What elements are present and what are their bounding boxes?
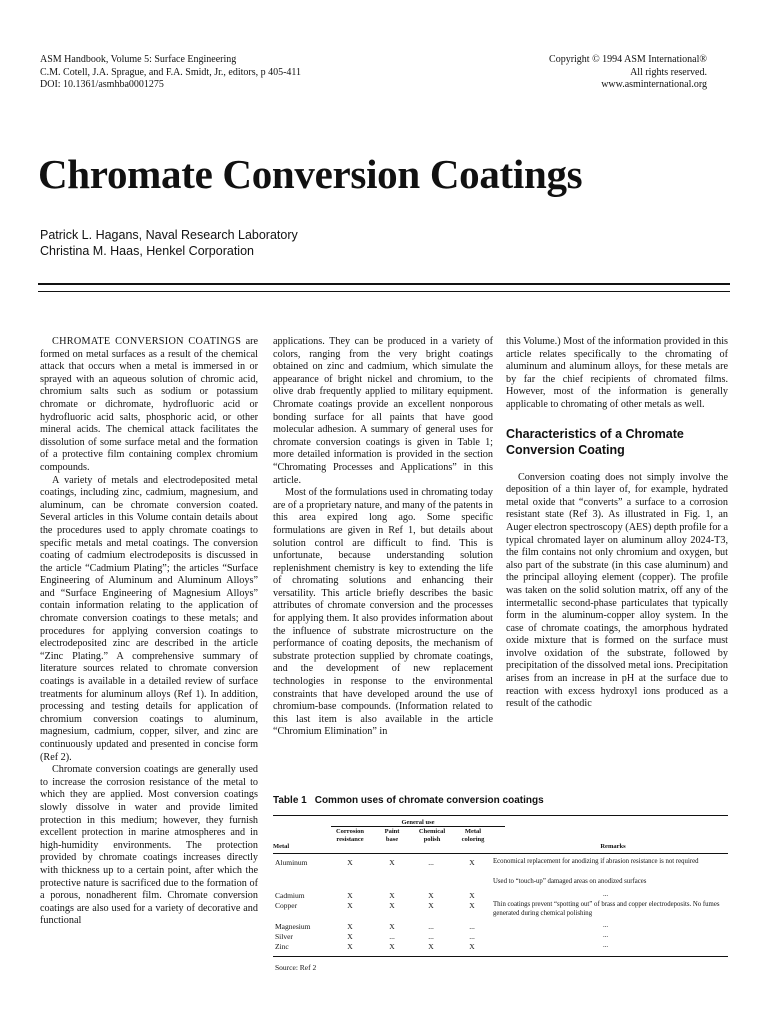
cell-paint: X	[389, 922, 395, 931]
paragraph: Conversion coating does not simply involve the deposition of a thin layer of, for example, hydrated metal oxide that “converts” a surface to a corrosion resistant state (Ref 3). As illustrated in Fig. 1, an Auger electron spectroscopy (AES) depth profile for a typical chromated layer on aluminum alloy 2024-T3, the film contains not only chromium and oxygen, but also part of the substrate (in this case aluminum) and the principal alloying element (copper). The profile was taken on the solid solution matrix, off any of the intermetallic second-phase particulates that typically form in the aluminum-copper alloy system. In the case of chromate coatings, the amorphous hydrated oxide mixture that is formed on the surface must involve oxidation of the substrate, followed by precipitation of the dissolved metal ions. Precipitation arises from an increase in pH at the surface due to reaction with excess hydroxyl ions produced as a result of the cathodic	[506, 471, 728, 710]
cell-corrosion: X	[347, 942, 353, 951]
table-caption	[273, 795, 544, 806]
header-text: Paint	[384, 828, 400, 835]
table-rule	[273, 815, 728, 816]
column-1	[40, 336, 258, 928]
cell-metal: Cadmium	[275, 891, 305, 900]
cell-remark: ...	[603, 932, 609, 939]
header-text: Corrosion	[335, 828, 365, 835]
cell-chemical: ...	[428, 922, 434, 931]
table-title: Common uses of chromate conversion coatings	[314, 795, 544, 806]
author-line: Christina M. Haas, Henkel Corporation	[40, 244, 254, 258]
table-rule	[273, 956, 728, 957]
cell-remark: Economical replacement for anodizing if abrasion resistance is not required	[493, 858, 699, 865]
table-rule	[331, 826, 505, 827]
cell-remark: Used to “touch-up” damaged areas on anodized surfaces	[493, 878, 647, 885]
cell-remark: Thin coatings prevent “spotting out” of brass and copper electrodeposits. No fumes generated during chemical polishing	[493, 901, 720, 917]
header-text: coloring	[461, 836, 485, 843]
header-citation	[40, 54, 301, 92]
cell-corrosion: X	[347, 858, 353, 867]
cell-coloring: X	[469, 858, 475, 867]
cell-corrosion: X	[347, 932, 353, 941]
cell-paint: X	[389, 901, 395, 910]
header-line: All rights reserved.	[630, 66, 707, 78]
paragraph: A variety of metals and electrodeposited metal coatings, including zinc, cadmium, magnesium, and aluminum, can be chromate conversion coated. Several articles in this Volume contain details about the procedures used to apply chromate coatings to specific metals and metal coatings. The conversion coating of cadmium electrodeposits is discussed in the article “Cadmium Plating”; the articles “Surface Engineering of Aluminum and Aluminum Alloys” and “Surface Engineering of Magnesium Alloys” contain information relating to the application of chromate conversion coatings to these metals; and procedures for applying conversion coatings to electrodeposited zinc are described in the article “Zinc Plating.” A comprehensive summary of literature sources related to chromate conversion coatings is available in a detailed review of surface treatments for aluminum alloys (Ref 1). In addition, processing and testing details for application of chromium conversion coatings to aluminum, magnesium, cadmium, copper, silver, and zinc are continuously updated and presented in concise form (Ref 2).	[40, 474, 258, 763]
cell-paint: X	[389, 942, 395, 951]
group-header: General use	[401, 819, 435, 826]
divider	[38, 283, 730, 285]
cell-coloring: X	[469, 891, 475, 900]
cell-corrosion: X	[347, 901, 353, 910]
cell-coloring: ...	[469, 922, 475, 931]
header-text: polish	[423, 836, 441, 843]
table-source: Source: Ref 2	[275, 963, 317, 972]
table-number: Table 1	[273, 795, 307, 806]
cell-corrosion: X	[347, 922, 353, 931]
col-header-paint	[375, 828, 409, 844]
cell-remark: ...	[603, 891, 609, 898]
header-line: Copyright © 1994 ASM International®	[549, 54, 707, 65]
cell-chemical: ...	[428, 858, 434, 867]
header-line: C.M. Cotell, J.A. Sprague, and F.A. Smidt, Jr., editors, p 405-411	[40, 66, 302, 78]
cell-metal: Zinc	[275, 942, 289, 951]
cell-chemical: ...	[428, 932, 434, 941]
header-copyright	[549, 54, 707, 92]
header-text: Chemical	[418, 828, 446, 835]
header-text: resistance	[336, 836, 364, 843]
paragraph: applications. They can be produced in a variety of colors, ranging from the very bright coatings obtained on zinc and cadmium, which simulate the appearance of bright nickel and chromium, to the olive drab frequently applied to military equipment. Chromate coatings provide an excellent nonporous bonding surface for all paints that have good molecular adhesion. A summary of general uses for chromate conversion coatings is given in Table 1; more detailed information is provided in the section “Chromating Processes and Applications” in this article.	[273, 336, 493, 486]
paragraph: Most of the formulations used in chromating today are of a proprietary nature, and many of the patents in this area expired long ago. Some specific formulations are given in Ref 1, but details about solution control are difficult to find. This is unfortunate, because understanding solution replenishment chemistry is key to extending the life of chromating solutions and enhancing their versatility. This article briefly describes the basic attributes of chromate conversion and the processes for applying them. It also provides information about the influence of substrate microstructure on the performance of coating deposits, the mechanism of substrate protection supplied by chromate coatings, and the development of new replacement technologies in response to the environmental constraints that have developed around the use of chromium-base compounds. (Information related to this last item is also available in the article “Chromium Elimination” in	[273, 487, 493, 738]
cell-coloring: X	[469, 901, 475, 910]
header-text: base	[385, 836, 399, 843]
cell-corrosion: X	[347, 891, 353, 900]
cell-paint: X	[389, 858, 395, 867]
lead-in: CHROMATE CONVERSION COATINGS	[52, 336, 242, 347]
cell-chemical: X	[428, 901, 434, 910]
column-3	[506, 336, 728, 711]
author-line: Patrick L. Hagans, Naval Research Laboratory	[40, 228, 298, 242]
col-header-coloring	[455, 828, 491, 844]
paragraph: this Volume.) Most of the information provided in this article relates specifically to the chromating of aluminum and aluminum alloys, for these metals are by far the chief recipients of chromated films. However, most of the information is generally applicable to chromating of other metals as well.	[506, 336, 728, 410]
header-line: DOI: 10.1361/asmhba0001275	[40, 79, 164, 90]
header-url[interactable]: www.asminternational.org	[601, 79, 707, 90]
paragraph	[40, 336, 258, 475]
header-line: ASM Handbook, Volume 5: Surface Engineering	[40, 54, 237, 65]
divider	[38, 291, 730, 292]
col-header-metal: Metal	[273, 843, 290, 850]
paragraph-text: are formed on metal surfaces as a result of the chemical attack that occurs when a metal is immersed in or sprayed with an aqueous solution of chromic acid, chromium salts such as sodium or potassium chromate or dichromate, hydrofluoric acid or hydrofluoric acid salts, phosphoric acid, or other mineral acids. The chemical attack facilitates the dissolution of some surface metal and the formation of a protective film containing complex chromium compounds.	[40, 336, 259, 473]
cell-metal: Magnesium	[275, 922, 311, 931]
cell-coloring: ...	[469, 932, 475, 941]
cell-metal: Aluminum	[275, 858, 308, 867]
author-list	[40, 227, 298, 259]
paragraph: Chromate conversion coatings are generally used to increase the corrosion resistance of the metal to which they are applied. Most conversion coatings slowly dissolve in water and provide limited protection in this medium; however, they furnish excellent protection in marine atmospheres and in high-humidity environments. The protection provided by chromate coatings increases directly with thickness up to a certain point, after which the protective nature is sacrificed due to the formation of a porous, nonadherent film. Chromate conversion coatings are also used for a variety of decorative and functional	[40, 764, 258, 927]
cell-remark: ...	[603, 942, 609, 949]
cell-coloring: X	[469, 942, 475, 951]
column-2	[273, 336, 493, 739]
section-heading: Characteristics of a Chromate Conversion Coating	[506, 426, 684, 457]
cell-metal: Silver	[275, 932, 293, 941]
table-rule	[273, 853, 728, 854]
cell-paint: X	[389, 891, 395, 900]
cell-chemical: X	[428, 891, 434, 900]
col-header-remarks: Remarks	[600, 843, 626, 850]
cell-metal: Copper	[275, 901, 298, 910]
col-header-corrosion	[329, 828, 371, 844]
cell-paint: ...	[389, 932, 395, 941]
cell-remark: ...	[603, 922, 609, 929]
page-title: Chromate Conversion Coatings	[38, 151, 583, 197]
header-text: Metal	[464, 828, 482, 835]
col-header-chemical	[413, 828, 451, 844]
cell-chemical: X	[428, 942, 434, 951]
